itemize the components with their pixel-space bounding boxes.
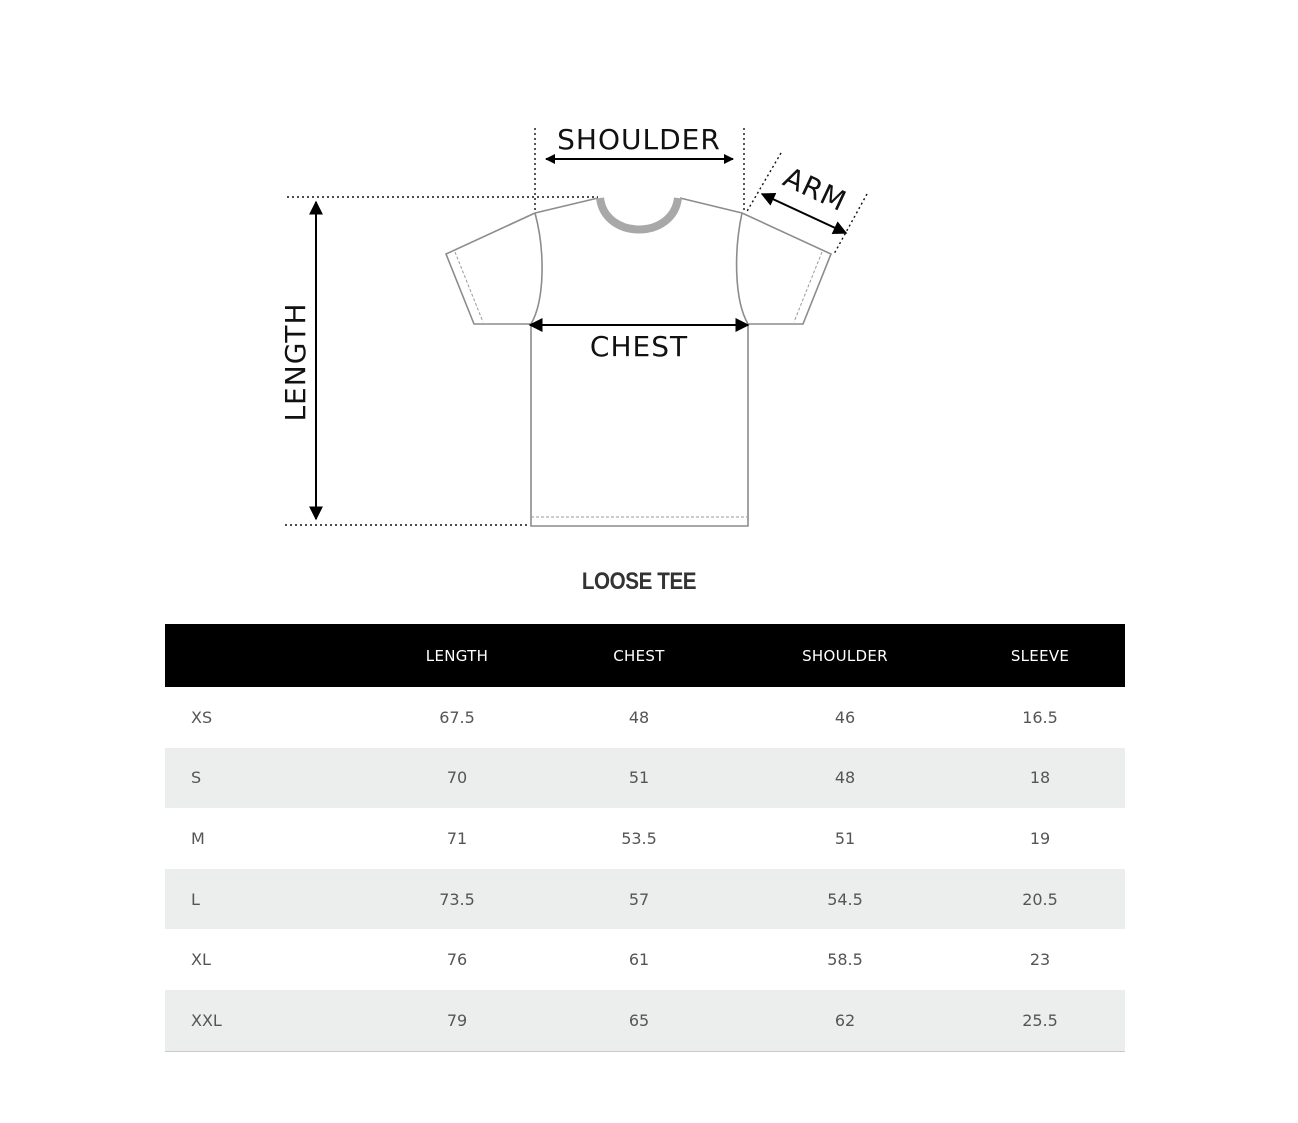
table-row bbox=[165, 929, 1125, 990]
arm-label: ARM bbox=[778, 160, 852, 219]
tshirt-stitching bbox=[455, 252, 822, 517]
chest-cell: 51 bbox=[543, 748, 735, 809]
table-row bbox=[165, 808, 1125, 869]
sleeve-cell: 25.5 bbox=[955, 990, 1125, 1051]
shoulder-label: SHOULDER bbox=[557, 123, 721, 156]
sleeve-cell: 19 bbox=[1029, 828, 1051, 848]
sleeve-cell: 23 bbox=[1029, 950, 1051, 970]
shoulder-cell: 62 bbox=[735, 990, 955, 1051]
column-header-length: LENGTH bbox=[371, 624, 543, 687]
shoulder-cell: 58.5 bbox=[827, 950, 863, 970]
tshirt-collar bbox=[600, 198, 678, 230]
shoulder-cell: 46 bbox=[834, 707, 856, 727]
chest-cell: 57 bbox=[543, 869, 735, 930]
length-cell: 76 bbox=[446, 950, 468, 970]
table-row bbox=[165, 990, 1125, 1051]
sleeve-cell: 16.5 bbox=[1022, 707, 1058, 727]
product-title: LOOSE TEE bbox=[581, 568, 697, 595]
size-cell: M bbox=[191, 828, 205, 848]
shoulder-cell: 54.5 bbox=[735, 869, 955, 930]
chest-cell: 61 bbox=[628, 950, 650, 970]
length-cell: 67.5 bbox=[439, 707, 475, 727]
column-header-sleeve: SLEEVE bbox=[955, 624, 1125, 687]
shoulder-cell: 48 bbox=[735, 748, 955, 809]
table-row bbox=[165, 687, 1125, 748]
table-row bbox=[165, 869, 1125, 930]
column-header-chest: CHEST bbox=[543, 624, 735, 687]
size-chart-table bbox=[165, 624, 1125, 1052]
column-header-size bbox=[165, 624, 371, 687]
sleeve-cell: 20.5 bbox=[955, 869, 1125, 930]
chest-cell: 53.5 bbox=[621, 828, 657, 848]
sleeve-cell: 18 bbox=[955, 748, 1125, 809]
table-header-row bbox=[165, 624, 1125, 687]
size-cell: S bbox=[165, 748, 371, 809]
length-label: LENGTH bbox=[279, 302, 312, 422]
size-cell: XS bbox=[191, 707, 213, 727]
size-cell: XXL bbox=[165, 990, 371, 1051]
chest-cell: 65 bbox=[543, 990, 735, 1051]
table-row bbox=[165, 748, 1125, 809]
chest-label: CHEST bbox=[589, 330, 689, 363]
chest-cell: 48 bbox=[628, 707, 650, 727]
length-cell: 79 bbox=[371, 990, 543, 1051]
length-cell: 71 bbox=[446, 828, 468, 848]
size-cell: XL bbox=[191, 950, 211, 970]
shoulder-cell: 51 bbox=[834, 828, 856, 848]
length-cell: 73.5 bbox=[371, 869, 543, 930]
column-header-shoulder: SHOULDER bbox=[735, 624, 955, 687]
size-cell: L bbox=[165, 869, 371, 930]
length-cell: 70 bbox=[371, 748, 543, 809]
